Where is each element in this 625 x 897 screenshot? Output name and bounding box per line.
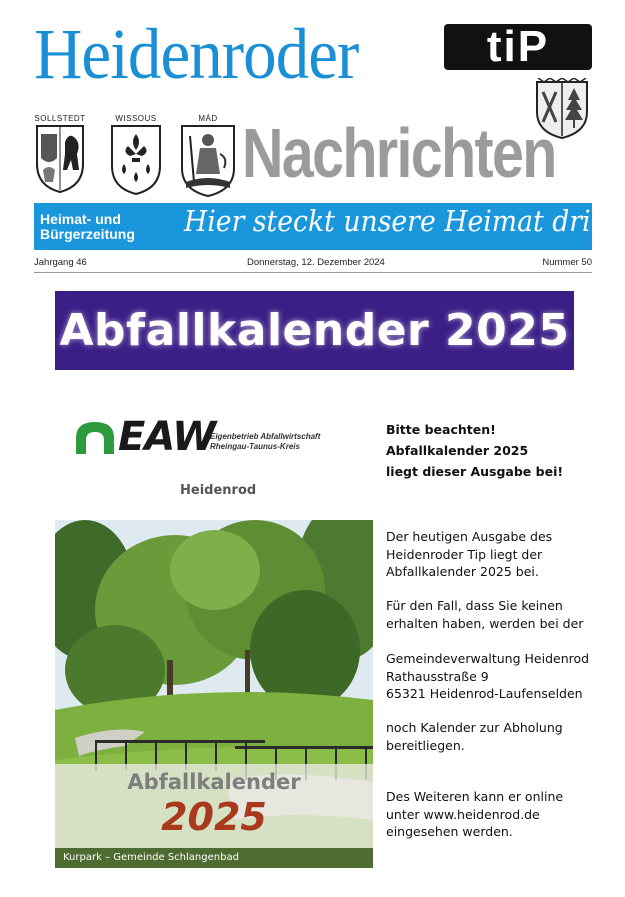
address-block (386, 650, 596, 703)
saint-figure-coat-of-arms-icon (180, 124, 236, 198)
paragraph-line: bereitliegen. (386, 737, 465, 753)
cover-title: Abfallkalender (127, 770, 301, 794)
crest-label-wissous: WISSOUS (115, 114, 157, 123)
newspaper-title-top: Heidenroder (34, 14, 359, 94)
calendar-cover-image (55, 520, 373, 868)
issue-volume: Jahrgang 46 (34, 257, 87, 268)
address-line: 65321 Heidenrod-Laufenselden (386, 686, 583, 701)
address-line: Rathausstraße 9 (386, 668, 489, 684)
issue-info-row (34, 255, 592, 271)
crest-label-sollstedt: SOLLSTEDT (34, 114, 86, 123)
tip-logo: tiP (444, 24, 592, 70)
eaw-location: Heidenrod (180, 483, 257, 498)
notice-line-2: Abfallkalender 2025 (386, 443, 529, 458)
cover-caption: Kurpark – Gemeinde Schlangenbad (55, 848, 373, 868)
notice-block (386, 419, 586, 482)
paragraph-line: Heidenroder Tip liegt der (386, 546, 543, 562)
paragraph-1 (386, 528, 596, 581)
subtitle-line-1: Heimat- und (40, 211, 121, 227)
cover-year: 2025 (161, 795, 267, 839)
newspaper-title-bottom: Nachrichten (242, 114, 556, 192)
crest-label-mad: MÁD (198, 114, 218, 123)
fleur-de-lis-coat-of-arms-icon (110, 124, 162, 196)
divider (34, 272, 592, 273)
paragraph-line: noch Kalender zur Abholung (386, 720, 563, 735)
notice-line-1: Bitte beachten! (386, 422, 496, 437)
paragraph-line: Des Weiteren kann er online (386, 789, 564, 804)
eaw-logo-text: EAW (118, 414, 216, 460)
tagline-bar (34, 203, 619, 250)
eaw-subtitle-line-2: Rheingau-Taunus-Kreis (210, 442, 300, 451)
bear-coat-of-arms-icon (35, 124, 85, 194)
paragraph-line: erhalten haben, werden bei der (386, 615, 584, 631)
paragraph-5 (386, 788, 596, 841)
subtitle-line-2: Bürgerzeitung (40, 226, 135, 242)
headline-text: Abfallkalender 2025 (59, 305, 570, 356)
eaw-logo (70, 412, 340, 462)
paragraph-line: Der heutigen Ausgabe des (386, 529, 553, 544)
eaw-arch-icon (74, 418, 116, 456)
slogan: Hier steckt unsere Heimat drin! (184, 204, 619, 238)
paragraph-line: Abfallkalender 2025 bei. (386, 564, 539, 579)
headline-banner (55, 291, 574, 370)
issue-number: Nummer 50 (542, 257, 592, 268)
issue-date: Donnerstag, 12. Dezember 2024 (247, 257, 385, 268)
paragraph-4 (386, 719, 596, 754)
masthead (0, 0, 625, 280)
paragraph-line: Für den Fall, dass Sie keinen (386, 598, 563, 613)
paragraph-line: unter www.heidenrod.de (386, 806, 540, 822)
eaw-subtitle (210, 432, 320, 452)
address-line: Gemeindeverwaltung Heidenrod (386, 651, 590, 666)
paragraph-2 (386, 597, 596, 632)
paragraph-line: eingesehen werden. (386, 824, 513, 839)
eaw-subtitle-line-1: Eigenbetrieb Abfallwirtschaft (210, 432, 321, 441)
newspaper-subtitle (40, 212, 135, 242)
notice-line-3: liegt dieser Ausgabe bei! (386, 464, 564, 479)
